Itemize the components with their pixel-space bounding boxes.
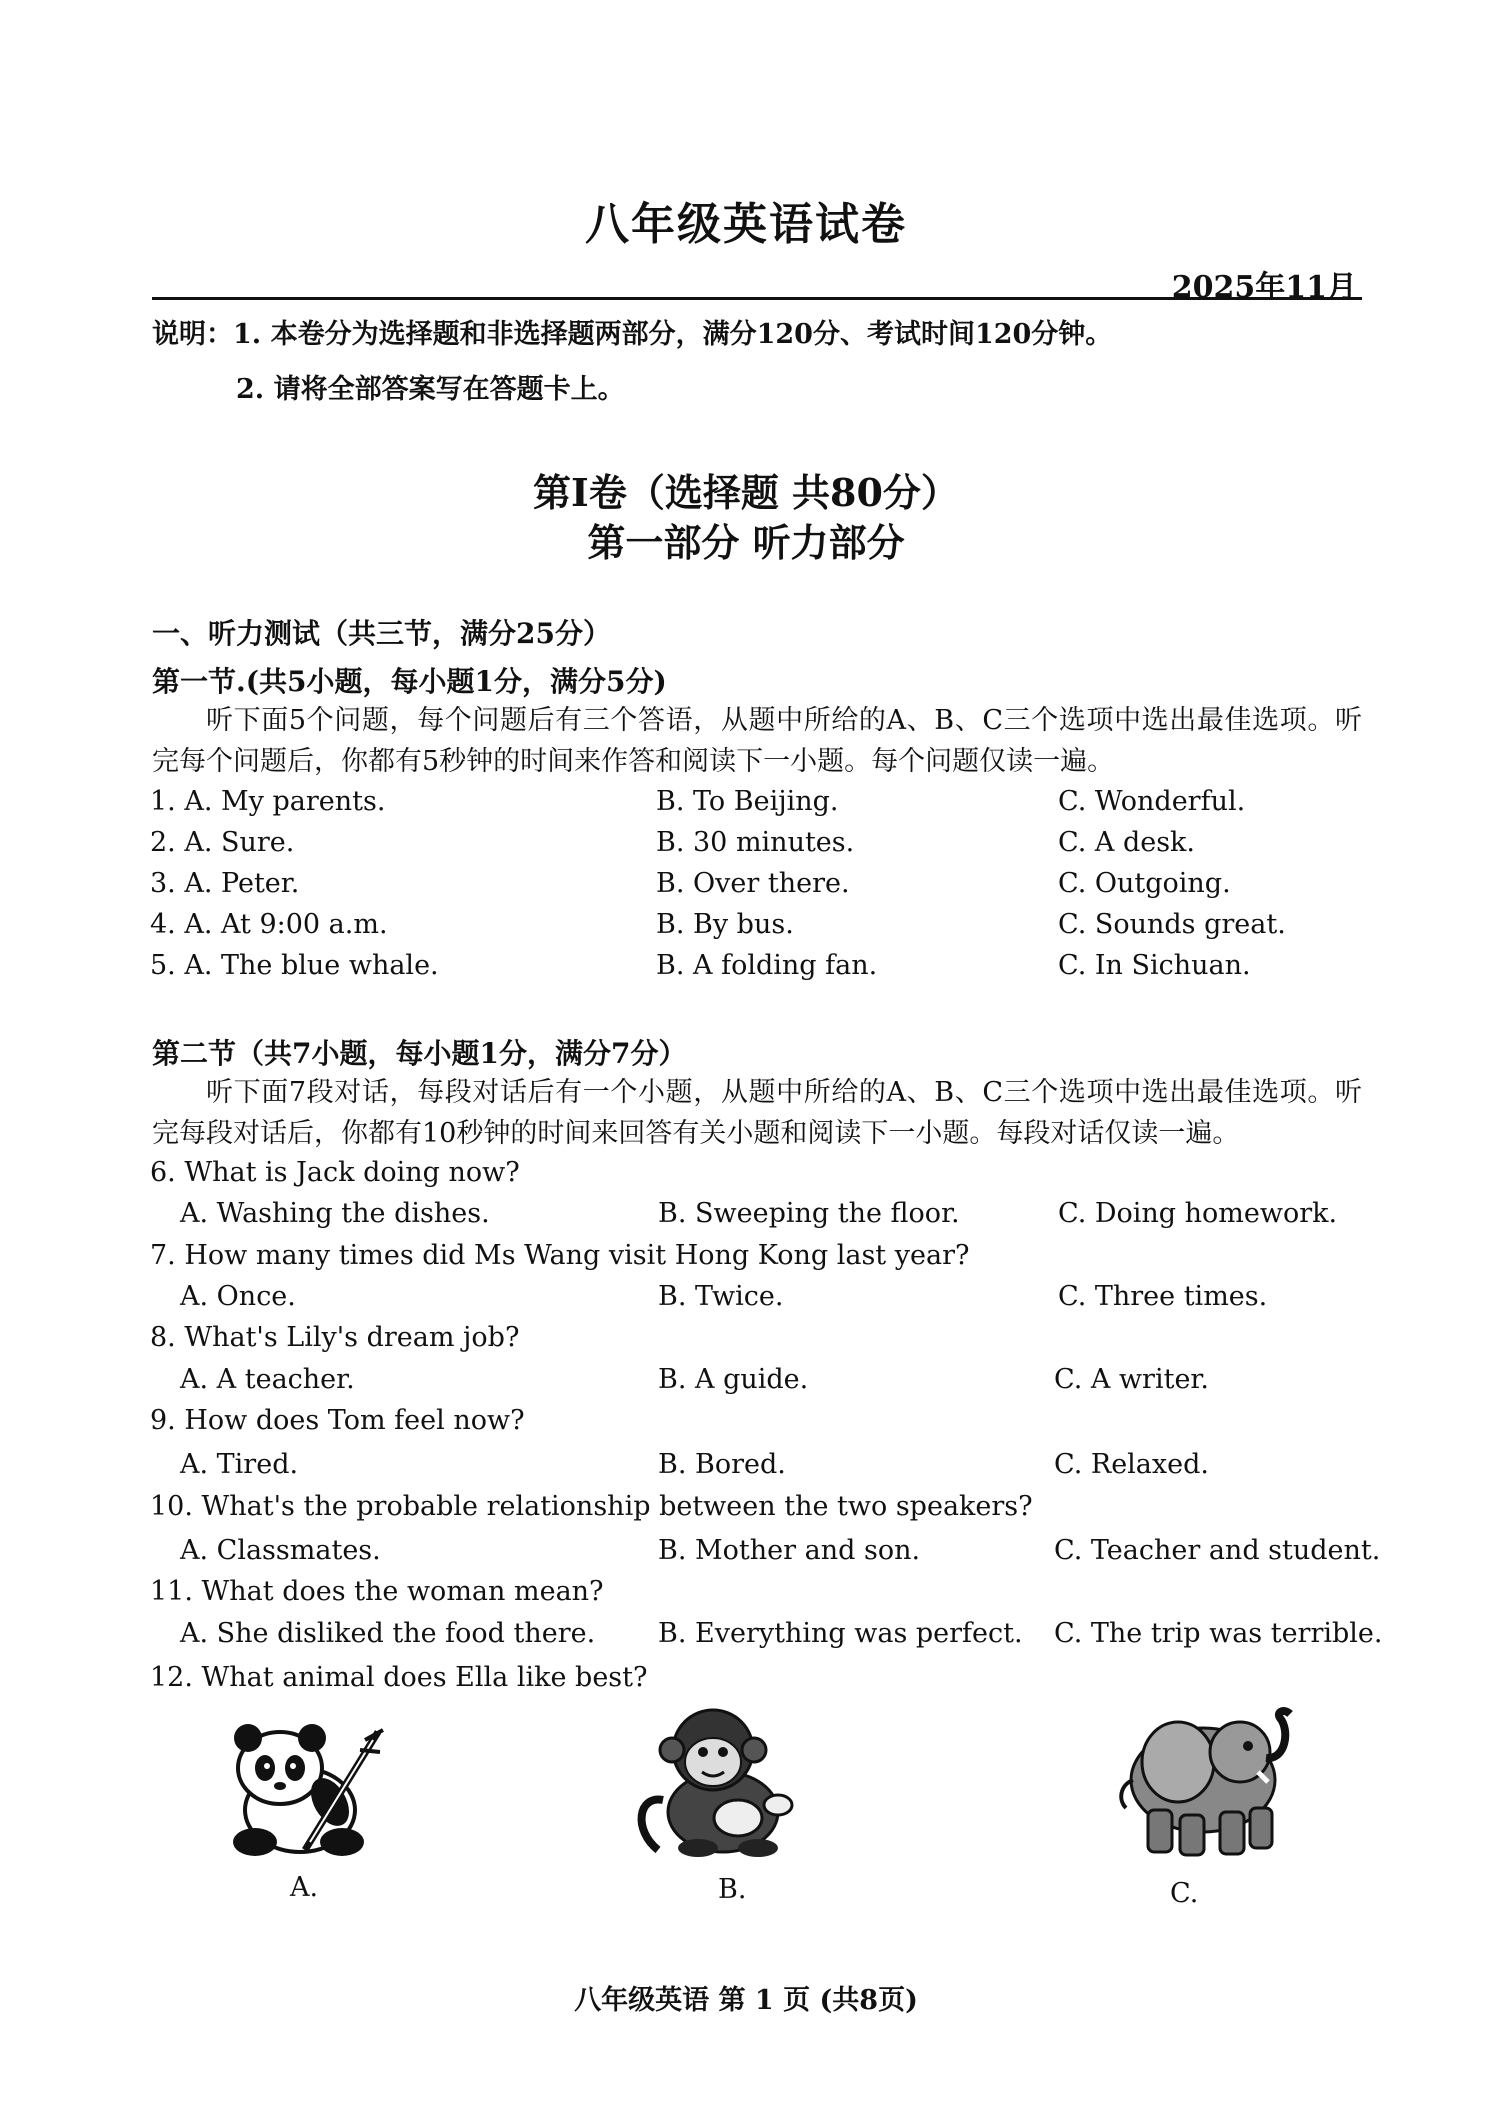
question-row bbox=[150, 909, 1370, 949]
option-a: A. Washing the dishes. bbox=[180, 1198, 490, 1229]
option-c: C. The trip was terrible. bbox=[1054, 1618, 1383, 1649]
question-stem: 12. What animal does Ella like best? bbox=[150, 1662, 648, 1693]
section2-heading: 第二节（共7小题，每小题1分，满分7分） bbox=[152, 1037, 687, 1070]
panda-icon bbox=[210, 1710, 390, 1860]
question-stem: 8. What's Lily's dream job? bbox=[150, 1322, 520, 1353]
option-b: B. 30 minutes. bbox=[656, 827, 855, 858]
question-stem: 7. How many times did Ms Wang visit Hong Kong last year? bbox=[150, 1240, 970, 1271]
option-c: C. Three times. bbox=[1058, 1281, 1268, 1312]
option-b: B. Twice. bbox=[658, 1281, 784, 1312]
option-a: 1. A. My parents. bbox=[150, 786, 386, 817]
options-row bbox=[180, 1364, 1370, 1404]
option-c: C. Teacher and student. bbox=[1054, 1535, 1381, 1566]
option-b: B. Sweeping the floor. bbox=[658, 1198, 960, 1229]
option-a: A. A teacher. bbox=[180, 1364, 355, 1395]
section1-heading: 第一节.(共5小题，每小题1分，满分5分) bbox=[152, 665, 667, 698]
note-1: 说明：1. 本卷分为选择题和非选择题两部分，满分120分、考试时间120分钟。 bbox=[152, 319, 1113, 350]
elephant-icon bbox=[1108, 1700, 1308, 1860]
section2-instruction: 听下面7段对话，每段对话后有一个小题，从题中所给的A、B、C三个选项中选出最佳选项。听完每段对话后，你都有10秒钟的时间来回答有关小题和阅读下一小题。每段对话仅读一遍。 bbox=[152, 1077, 1362, 1149]
page-title: 八年级英语试卷 bbox=[585, 199, 907, 250]
question-row bbox=[150, 950, 1370, 990]
section1-instruction: 听下面5个问题，每个问题后有三个答语，从题中所给的A、B、C三个选项中选出最佳选项。听完每个问题后，你都有5秒钟的时间来作答和阅读下一小题。每个问题仅读一遍。 bbox=[152, 705, 1362, 777]
exam-date: 2025年11月 bbox=[1171, 270, 1357, 305]
options-row bbox=[180, 1618, 1383, 1658]
option-a: 2. A. Sure. bbox=[150, 827, 295, 858]
option-c: C. Outgoing. bbox=[1058, 868, 1231, 899]
option-a: 5. A. The blue whale. bbox=[150, 950, 439, 981]
question-stem: 11. What does the woman mean? bbox=[150, 1576, 604, 1607]
picture-label-b: B. bbox=[718, 1874, 747, 1905]
option-b: B. To Beijing. bbox=[656, 786, 839, 817]
option-c: C. Sounds great. bbox=[1058, 909, 1286, 940]
listening-heading: 一、听力测试（共三节，满分25分） bbox=[152, 617, 611, 650]
option-c: C. Doing homework. bbox=[1058, 1198, 1338, 1229]
options-row bbox=[180, 1449, 1370, 1489]
option-c: C. A writer. bbox=[1054, 1364, 1209, 1395]
question-row bbox=[150, 827, 1370, 867]
monkey-icon bbox=[628, 1700, 818, 1860]
option-a: A. Classmates. bbox=[180, 1535, 381, 1566]
option-b: B. Everything was perfect. bbox=[658, 1618, 1023, 1649]
option-b: B. Bored. bbox=[658, 1449, 786, 1480]
option-c: C. Relaxed. bbox=[1054, 1449, 1209, 1480]
option-a: 3. A. Peter. bbox=[150, 868, 300, 899]
option-c: C. A desk. bbox=[1058, 827, 1196, 858]
option-a: A. Tired. bbox=[180, 1449, 299, 1480]
picture-label-c: C. bbox=[1170, 1878, 1199, 1909]
option-b: B. Over there. bbox=[656, 868, 850, 899]
question-stem: 10. What's the probable relationship between the two speakers? bbox=[150, 1491, 1033, 1522]
picture-label-a: A. bbox=[290, 1872, 319, 1903]
option-a: A. She disliked the food there. bbox=[180, 1618, 596, 1649]
part-title: 第一部分 听力部分 bbox=[587, 520, 905, 565]
question-stem: 9. How does Tom feel now? bbox=[150, 1405, 525, 1436]
option-b: B. Mother and son. bbox=[658, 1535, 921, 1566]
question-row bbox=[150, 786, 1370, 826]
option-a: 4. A. At 9:00 a.m. bbox=[150, 909, 388, 940]
option-b: B. By bus. bbox=[656, 909, 794, 940]
question-row bbox=[150, 868, 1370, 908]
page-footer: 八年级英语 第 1 页 (共8页) bbox=[574, 1985, 918, 2016]
question-stem: 6. What is Jack doing now? bbox=[150, 1157, 520, 1188]
volume-title: 第Ⅰ卷（选择题 共80分） bbox=[533, 470, 959, 515]
header-rule bbox=[152, 297, 1362, 300]
options-row bbox=[180, 1198, 1370, 1238]
option-c: C. In Sichuan. bbox=[1058, 950, 1251, 981]
option-c: C. Wonderful. bbox=[1058, 786, 1246, 817]
options-row bbox=[180, 1535, 1381, 1575]
option-b: B. A folding fan. bbox=[656, 950, 878, 981]
options-row bbox=[180, 1281, 1370, 1321]
option-b: B. A guide. bbox=[658, 1364, 809, 1395]
note-2: 2. 请将全部答案写在答题卡上。 bbox=[236, 374, 625, 405]
option-a: A. Once. bbox=[180, 1281, 296, 1312]
